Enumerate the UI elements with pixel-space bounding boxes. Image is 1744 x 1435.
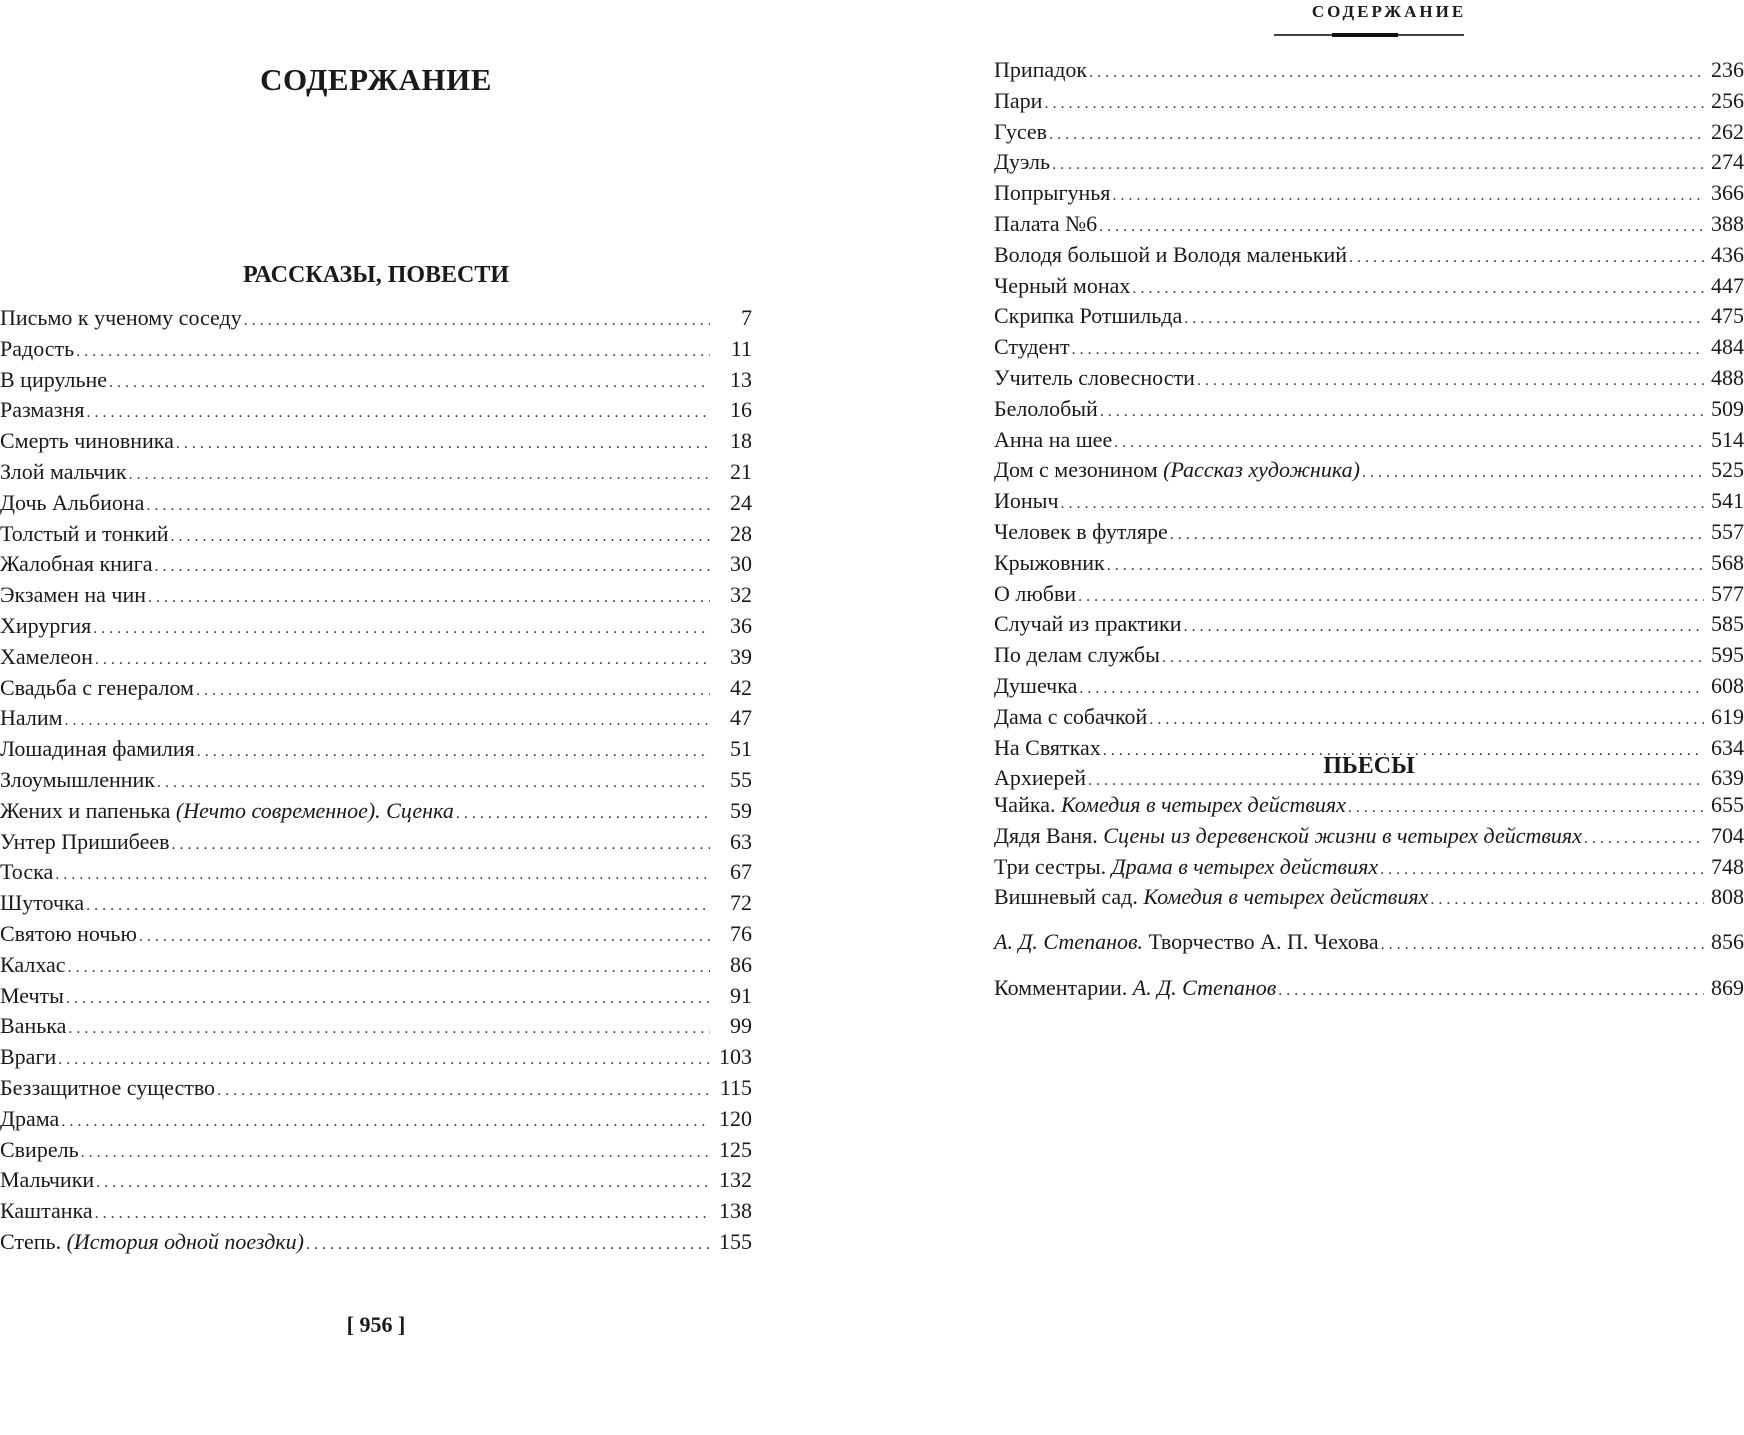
entry-subtitle: Комедия в четырех действиях: [1143, 884, 1429, 910]
list-item[interactable]: [0, 1196, 752, 1227]
leader-dots: [152, 552, 710, 583]
leader-dots: [1168, 520, 1704, 551]
list-item[interactable]: [0, 950, 752, 981]
list-item[interactable]: [0, 1073, 752, 1104]
entry-title: Архиерей: [994, 765, 1086, 791]
leader-dots: [1582, 824, 1704, 855]
leader-dots: [1077, 674, 1704, 705]
entry-title: Случай из практики: [994, 611, 1182, 637]
entry-page: 366: [1711, 180, 1744, 206]
list-item[interactable]: [0, 519, 752, 550]
entry-page: 262: [1711, 118, 1744, 144]
list-item[interactable]: [994, 821, 1744, 852]
leader-dots: [1098, 397, 1704, 428]
list-item[interactable]: [0, 426, 752, 457]
leader-dots: [174, 429, 710, 460]
entry-page: 39: [730, 643, 752, 669]
entry-page: 36: [730, 612, 752, 638]
entry-page: 7: [741, 305, 752, 330]
entry-page: 595: [1711, 642, 1744, 668]
entry-page: 16: [730, 397, 752, 423]
entry-title: Скрипка Ротшильда: [994, 303, 1183, 329]
leader-dots: [1050, 150, 1704, 181]
entry-title: Шуточка: [0, 890, 85, 916]
entry-page: 47: [730, 705, 752, 731]
entry-author: А. Д. Степанов: [1132, 975, 1277, 1000]
list-item[interactable]: [0, 395, 752, 426]
leader-dots: [170, 830, 711, 861]
entry-page: 639: [1711, 765, 1744, 791]
entry-page: 42: [730, 674, 752, 700]
list-item[interactable]: [0, 457, 752, 488]
entry-page: 748: [1711, 853, 1744, 879]
section-heading-stories: РАССКАЗЫ, ПОВЕСТИ: [242, 262, 510, 288]
entry-page: 59: [730, 797, 752, 823]
entry-title: Ванька: [0, 1013, 67, 1039]
entry-page: 475: [1711, 303, 1744, 329]
running-head-rule: [1274, 34, 1464, 36]
leader-dots: [53, 860, 710, 891]
leader-dots: [1076, 582, 1704, 613]
entry-page: 32: [730, 582, 752, 608]
entry-title: Творчество А. П. Чехова: [1143, 929, 1379, 954]
entry-page: 51: [730, 736, 752, 762]
list-item[interactable]: [994, 790, 1744, 821]
entry-subtitle: (Рассказ художника): [1163, 457, 1360, 483]
leader-dots: [146, 583, 710, 614]
leader-dots: [1105, 551, 1704, 582]
list-item[interactable]: [994, 240, 1744, 271]
leader-dots: [304, 1230, 710, 1261]
entry-page: 55: [730, 766, 752, 792]
leader-dots: [66, 953, 710, 984]
leader-dots: [56, 1045, 710, 1076]
entry-page: 856: [1711, 929, 1744, 954]
list-item[interactable]: [0, 703, 752, 734]
entry-page: 488: [1711, 364, 1744, 390]
list-item[interactable]: [0, 673, 752, 704]
entry-title: Злой мальчик: [0, 458, 127, 484]
list-item[interactable]: [0, 334, 752, 365]
entry-title: Дама с собачкой: [994, 703, 1148, 729]
entry-title: Злоумышленник: [0, 766, 155, 792]
list-item[interactable]: [994, 147, 1744, 178]
list-item[interactable]: [0, 642, 752, 673]
entry-title: Белолобый: [994, 395, 1098, 421]
entry-title: Чайка.: [994, 792, 1061, 817]
leader-dots: [1097, 212, 1704, 243]
leader-dots: [1070, 335, 1704, 366]
list-item[interactable]: [994, 486, 1744, 517]
entry-title: Дуэль: [994, 149, 1051, 175]
leader-dots: [66, 1014, 710, 1045]
page-title: СОДЕРЖАНИЕ: [260, 62, 492, 97]
list-item[interactable]: [0, 857, 752, 888]
list-item[interactable]: [0, 303, 752, 334]
leader-dots: [1087, 58, 1704, 89]
leader-dots: [1130, 274, 1704, 305]
leader-dots: [127, 460, 710, 491]
toc-commentary: [994, 973, 1744, 1004]
entry-title: Хамелеон: [0, 643, 93, 669]
list-item[interactable]: [994, 271, 1744, 302]
entry-page: 21: [730, 458, 752, 484]
list-item[interactable]: [994, 702, 1744, 733]
entry-page: 274: [1711, 149, 1744, 175]
entry-page: 557: [1711, 518, 1744, 544]
entry-title: Мальчики: [0, 1167, 95, 1193]
list-item[interactable]: [0, 549, 752, 580]
entry-title: Пари: [994, 87, 1043, 113]
entry-page: 541: [1711, 488, 1744, 514]
entry-page: 72: [730, 890, 752, 916]
entry-title: Калхас: [0, 951, 66, 977]
entry-page: 525: [1711, 457, 1744, 483]
entry-title: Степь.: [0, 1228, 67, 1254]
entry-page: 138: [719, 1198, 752, 1224]
leader-dots: [194, 676, 710, 707]
list-item[interactable]: [0, 488, 752, 519]
leader-dots: [1147, 705, 1704, 736]
list-item[interactable]: [994, 671, 1744, 702]
entry-title: Налим: [0, 705, 63, 731]
entry-title: Душечка: [994, 672, 1078, 698]
entry-title: Комментарии.: [994, 975, 1133, 1000]
entry-title: Гусев: [994, 118, 1048, 144]
entry-title: Свадьба с генералом: [0, 674, 194, 700]
entry-page: 67: [730, 859, 752, 885]
leader-dots: [1042, 89, 1704, 120]
entry-author: А. Д. Степанов.: [994, 929, 1144, 954]
entry-page: 91: [730, 982, 752, 1008]
entry-page: 808: [1711, 884, 1744, 910]
entry-subtitle: Сцены из деревенской жизни в четырех действиях: [1103, 822, 1582, 848]
leader-dots: [1346, 793, 1704, 824]
entry-title: Дочь Альбиона: [0, 489, 145, 515]
entry-title: Черный монах: [994, 272, 1131, 298]
entry-subtitle: Комедия в четырех действиях: [1060, 792, 1346, 817]
entry-page: 28: [730, 520, 752, 546]
list-item[interactable]: [994, 973, 1744, 1004]
leader-dots: [1378, 855, 1704, 886]
entry-title: Вишневый сад.: [994, 884, 1144, 910]
leader-dots: [1428, 885, 1704, 916]
entry-page: 447: [1711, 272, 1744, 298]
entry-page: 120: [719, 1105, 752, 1131]
entry-title: Ионыч: [994, 488, 1059, 514]
entry-page: 256: [1711, 87, 1744, 113]
entry-page: 99: [730, 1013, 752, 1039]
list-item[interactable]: [994, 86, 1744, 117]
leader-dots: [1195, 366, 1704, 397]
leader-dots: [94, 1168, 710, 1199]
entry-title: Дядя Ваня.: [994, 822, 1104, 848]
leader-dots: [215, 1076, 710, 1107]
entry-page: 86: [730, 951, 752, 977]
entry-page: 577: [1711, 580, 1744, 606]
entry-title: Попрыгунья: [994, 180, 1111, 206]
leader-dots: [169, 522, 710, 553]
leader-dots: [63, 706, 710, 737]
entry-page: 13: [730, 366, 752, 392]
list-item[interactable]: [0, 1042, 752, 1073]
entry-title: Жалобная книга: [0, 551, 153, 577]
list-item[interactable]: [994, 301, 1744, 332]
entry-title: Тоска: [0, 859, 54, 885]
entry-title: Анна на шее: [994, 426, 1113, 452]
list-item[interactable]: [994, 209, 1744, 240]
leader-dots: [84, 891, 710, 922]
entry-title: Размазня: [0, 397, 85, 423]
list-item[interactable]: [0, 827, 752, 858]
entry-title: На Святках: [994, 734, 1101, 760]
entry-title: По делам службы: [994, 642, 1160, 668]
toc-plays-list: [994, 790, 1744, 913]
entry-title: Унтер Пришибеев: [0, 828, 170, 854]
entry-title: Студент: [994, 334, 1070, 360]
list-item[interactable]: [994, 640, 1744, 671]
list-item[interactable]: [994, 178, 1744, 209]
entry-title: Экзамен на чин: [0, 582, 146, 608]
entry-title: Три сестры.: [994, 853, 1112, 879]
leader-dots: [1360, 458, 1704, 489]
list-item[interactable]: [0, 734, 752, 765]
list-item[interactable]: [0, 1104, 752, 1135]
entry-page: 568: [1711, 549, 1744, 575]
entry-title: Радость: [0, 335, 75, 361]
list-item[interactable]: [994, 579, 1744, 610]
leader-dots: [79, 1138, 710, 1169]
entry-title: Дом с мезонином: [994, 457, 1164, 483]
entry-title: Володя большой и Володя маленький: [994, 241, 1347, 267]
entry-title: В цирульне: [0, 366, 108, 392]
list-item[interactable]: [0, 580, 752, 611]
leader-dots: [1059, 489, 1704, 520]
leader-dots: [93, 645, 710, 676]
leader-dots: [1347, 243, 1704, 274]
leader-dots: [155, 768, 710, 799]
entry-title: Лошадиная фамилия: [0, 736, 195, 762]
list-item[interactable]: [0, 981, 752, 1012]
entry-title: Толстый и тонкий: [0, 520, 169, 546]
entry-title: Письмо к ученому соседу: [0, 305, 242, 330]
leader-dots: [1379, 930, 1704, 961]
leader-dots: [107, 368, 710, 399]
entry-page: 18: [730, 428, 752, 454]
list-item[interactable]: [0, 888, 752, 919]
entry-page: 634: [1711, 734, 1744, 760]
leader-dots: [1047, 120, 1704, 151]
toc-stories-list: [0, 303, 752, 1258]
entry-title: Человек в футляре: [994, 518, 1168, 544]
entry-page: 125: [719, 1136, 752, 1162]
leader-dots: [85, 398, 711, 429]
entry-title: Хирургия: [0, 612, 92, 638]
leader-dots: [64, 984, 710, 1015]
leader-dots: [93, 1199, 710, 1230]
entry-title: Учитель словесности: [994, 364, 1195, 390]
entry-page: 514: [1711, 426, 1744, 452]
list-item[interactable]: [0, 1135, 752, 1166]
entry-page: 236: [1711, 57, 1744, 82]
leader-dots: [242, 306, 710, 337]
entry-subtitle: (История одной поездки): [66, 1228, 304, 1254]
leader-dots: [144, 491, 710, 522]
list-item[interactable]: [994, 425, 1744, 456]
leader-dots: [195, 737, 710, 768]
entry-title: Свирель: [0, 1136, 79, 1162]
entry-page: 115: [719, 1074, 752, 1100]
leader-dots: [1182, 304, 1704, 335]
page-number: [ 956 ]: [346, 1312, 406, 1337]
entry-title: Драма: [0, 1105, 60, 1131]
entry-title: Святою ночью: [0, 920, 137, 946]
entry-page: 484: [1711, 334, 1744, 360]
entry-page: 436: [1711, 241, 1744, 267]
list-item[interactable]: [994, 363, 1744, 394]
entry-title: Враги: [0, 1044, 57, 1070]
entry-page: 76: [730, 920, 752, 946]
list-item[interactable]: [994, 55, 1744, 86]
leader-dots: [137, 922, 710, 953]
list-item[interactable]: [994, 517, 1744, 548]
list-item[interactable]: [994, 609, 1744, 640]
entry-page: 619: [1711, 703, 1744, 729]
section-heading-plays: ПЬЕСЫ: [1323, 753, 1415, 779]
list-item[interactable]: [0, 365, 752, 396]
entry-subtitle: Драма в четырех действиях: [1111, 853, 1379, 879]
list-item[interactable]: [994, 394, 1744, 425]
list-item[interactable]: [0, 1011, 752, 1042]
list-item[interactable]: [994, 548, 1744, 579]
leader-dots: [91, 614, 710, 645]
entry-page: 11: [730, 335, 752, 361]
entry-title: Палата №6: [994, 210, 1098, 236]
entry-page: 509: [1711, 395, 1744, 421]
entry-title: Припадок: [994, 57, 1088, 82]
entry-subtitle: (Нечто современное). Сценка: [175, 797, 454, 823]
list-item[interactable]: [994, 852, 1744, 883]
list-item[interactable]: [994, 927, 1744, 958]
list-item[interactable]: [994, 882, 1744, 913]
entry-page: 103: [719, 1044, 752, 1070]
list-item[interactable]: [994, 455, 1744, 486]
list-item[interactable]: [0, 796, 752, 827]
entry-page: 63: [730, 828, 752, 854]
list-item[interactable]: [0, 1165, 752, 1196]
leader-dots: [1110, 181, 1704, 212]
entry-title: Смерть чиновника: [0, 428, 174, 454]
leader-dots: [454, 799, 710, 830]
entry-page: 585: [1711, 611, 1744, 637]
list-item[interactable]: [0, 1227, 752, 1258]
leader-dots: [74, 337, 710, 368]
entry-page: 388: [1711, 210, 1744, 236]
entry-page: 608: [1711, 672, 1744, 698]
list-item[interactable]: [994, 332, 1744, 363]
entry-title: О любви: [994, 580, 1077, 606]
entry-title: Крыжовник: [994, 549, 1105, 575]
list-item[interactable]: [0, 919, 752, 950]
leader-dots: [1276, 976, 1704, 1007]
leader-dots: [1160, 643, 1704, 674]
entry-title: Каштанка: [0, 1198, 93, 1224]
leader-dots: [1112, 428, 1704, 459]
entry-page: 869: [1711, 975, 1744, 1000]
list-item[interactable]: [0, 765, 752, 796]
entry-page: 30: [730, 551, 752, 577]
entry-title: Мечты: [0, 982, 64, 1008]
entry-page: 24: [730, 489, 752, 515]
entry-title: Жених и папенька: [0, 797, 176, 823]
list-item[interactable]: [0, 611, 752, 642]
entry-page: 155: [719, 1228, 752, 1254]
leader-dots: [59, 1107, 710, 1138]
entry-page: 655: [1711, 792, 1744, 817]
leader-dots: [1182, 612, 1704, 643]
list-item[interactable]: [994, 117, 1744, 148]
entry-page: 704: [1711, 822, 1744, 848]
entry-page: 132: [719, 1167, 752, 1193]
toc-stories-continued-list: [994, 55, 1744, 794]
running-head: СОДЕРЖАНИЕ: [1311, 2, 1467, 21]
entry-title: Беззащитное существо: [0, 1074, 216, 1100]
toc-essay: [994, 927, 1744, 958]
